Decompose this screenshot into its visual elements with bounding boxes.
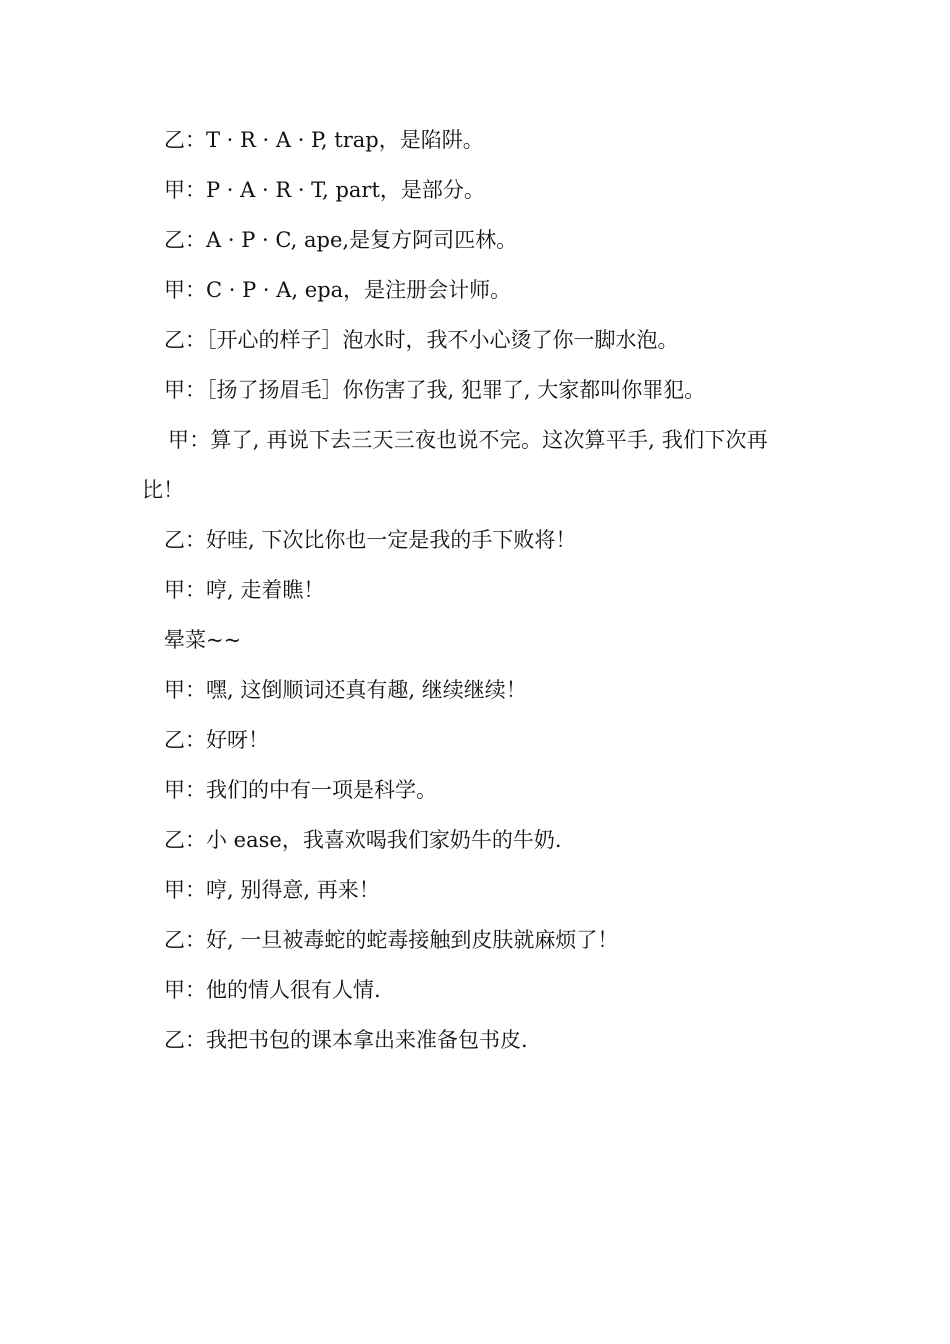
dialogue-line: 甲：P · A · R · T, part，是部分。 <box>164 178 485 202</box>
dialogue-line: 乙：A · P · C, ape,是复方阿司匹林。 <box>164 228 518 252</box>
dialogue-line: 乙：T · R · A · P, trap，是陷阱。 <box>164 128 484 152</box>
dialogue-line: 甲：C · P · A, epa，是注册会计师。 <box>164 278 512 302</box>
dialogue-line: 乙：好哇, 下次比你也一定是我的手下败将！ <box>164 528 577 552</box>
dialogue-line: 乙：我把书包的课本拿出来准备包书皮. <box>164 1028 528 1052</box>
dialogue-line: 乙：好呀！ <box>164 728 269 752</box>
dialogue-line: 晕菜~~ <box>164 628 242 652</box>
dialogue-line: 甲：哼, 走着瞧！ <box>164 578 325 602</box>
dialogue-line: 甲：哼, 别得意, 再来！ <box>164 878 380 902</box>
dialogue-line: 乙：［开心的样子］泡水时，我不小心烫了你一脚水泡。 <box>164 328 679 352</box>
dialogue-line: 甲：我们的中有一项是科学。 <box>164 778 437 802</box>
dialogue-line: 甲：嘿, 这倒顺词还真有趣, 继续继续！ <box>164 678 527 702</box>
dialogue-line-continuation: 比！ <box>142 478 184 502</box>
dialogue-line: 甲：算了, 再说下去三天三夜也说不完。这次算平手, 我们下次再 <box>168 428 768 452</box>
dialogue-line: 甲：［扬了扬眉毛］你伤害了我, 犯罪了, 大家都叫你罪犯。 <box>164 378 706 402</box>
document-body <box>142 115 807 1065</box>
dialogue-line: 乙：好, 一旦被毒蛇的蛇毒接触到皮肤就麻烦了！ <box>164 928 619 952</box>
dialogue-line: 甲：他的情人很有人情. <box>164 978 381 1002</box>
dialogue-line: 乙：小 ease，我喜欢喝我们家奶牛的牛奶. <box>164 828 562 852</box>
